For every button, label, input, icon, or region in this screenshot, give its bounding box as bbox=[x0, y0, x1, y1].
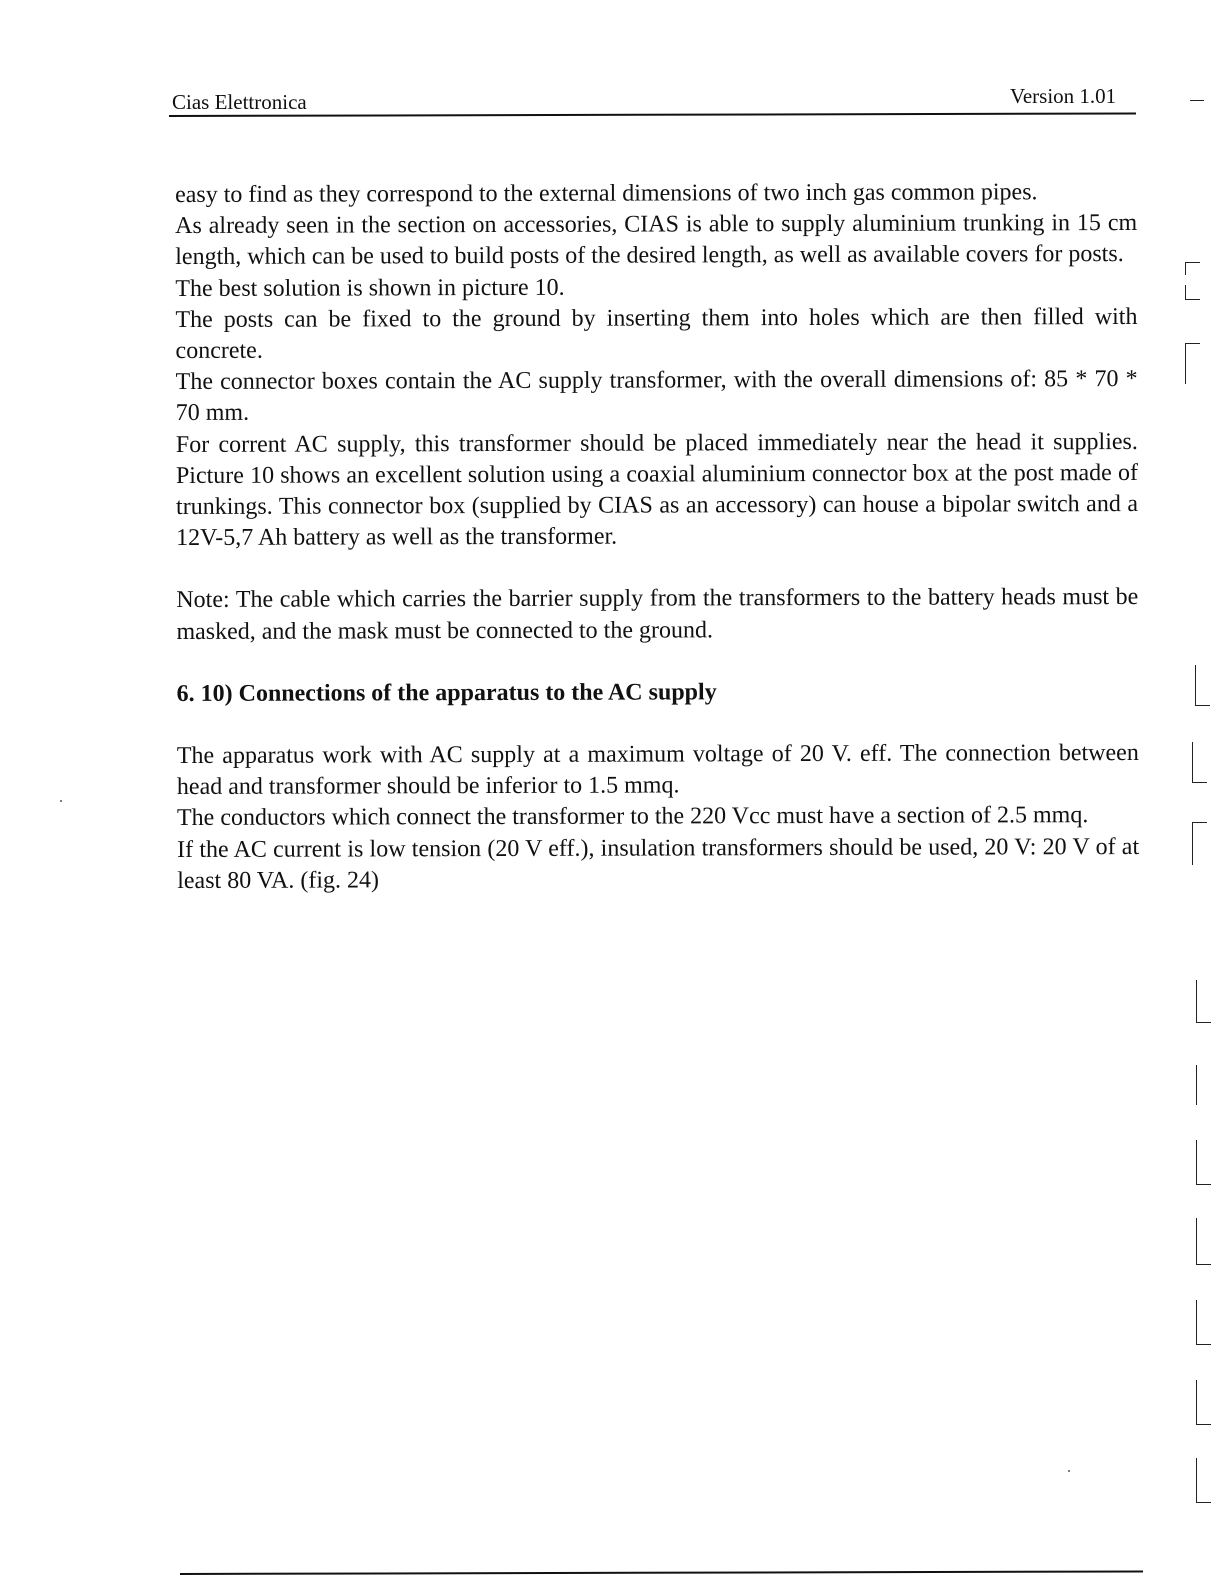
section-heading: 6. 10) Connections of the apparatus to the AC supply bbox=[176, 679, 717, 707]
header-version: Version 1.01 bbox=[1010, 84, 1117, 108]
paragraph-voltage: The apparatus work with AC supply at a maximum voltage of 20 V. eff. The connection between head and transformer should be inferior to 1.5 mmq. bbox=[176, 740, 1139, 801]
page-body bbox=[175, 177, 1139, 897]
paragraph-trunking: As already seen in the section on accessories, CIAS is able to supply aluminium trunking in 15 cm length, which can be used to build posts of the desired length, as well as available covers for posts. bbox=[175, 210, 1138, 271]
paragraph-conductors: The conductors which connect the transformer to the 220 Vcc must have a section of 2.5 mmq. bbox=[176, 802, 1089, 832]
spacer bbox=[176, 551, 1138, 585]
paragraph-posts: The posts can be fixed to the ground by inserting them into holes which are then filled with concrete. bbox=[175, 303, 1138, 365]
header-company: Cias Elettronica bbox=[172, 90, 307, 114]
paragraph-ac-supply: For corrent AC supply, this transformer should be placed immediately near the head it supplies. Picture 10 shows an excellent solution using a coaxial aluminium connector box at the post made of trunkings. This connector box (supplied by CIAS as an accessory) can house a bipolar switch and a 12V-5,7 Ah battery as well as the transformer. bbox=[175, 428, 1139, 552]
paragraph-best-solution: The best solution is shown in picture 10. bbox=[175, 274, 565, 302]
footer-rule bbox=[180, 1570, 1143, 1575]
paragraph-note: Note: The cable which carries the barrier supply from the transformers to the battery heads must be masked, and the mask must be connected to the ground. bbox=[176, 584, 1139, 645]
header-rule bbox=[169, 112, 1136, 117]
paragraph-low-tension: If the AC current is low tension (20 V eff.), insulation transformers should be used, 20 V: 20 V of at least 80 VA. (fig. 24) bbox=[177, 833, 1140, 894]
paragraph-pipes: easy to find as they correspond to the external dimensions of two inch gas common pipes. bbox=[175, 179, 1038, 208]
spacer bbox=[176, 645, 1138, 679]
spacer bbox=[177, 707, 1139, 741]
paragraph-connector-boxes: The connector boxes contain the AC supply transformer, with the overall dimensions of: 85 * 70 * 70 mm. bbox=[175, 366, 1138, 427]
